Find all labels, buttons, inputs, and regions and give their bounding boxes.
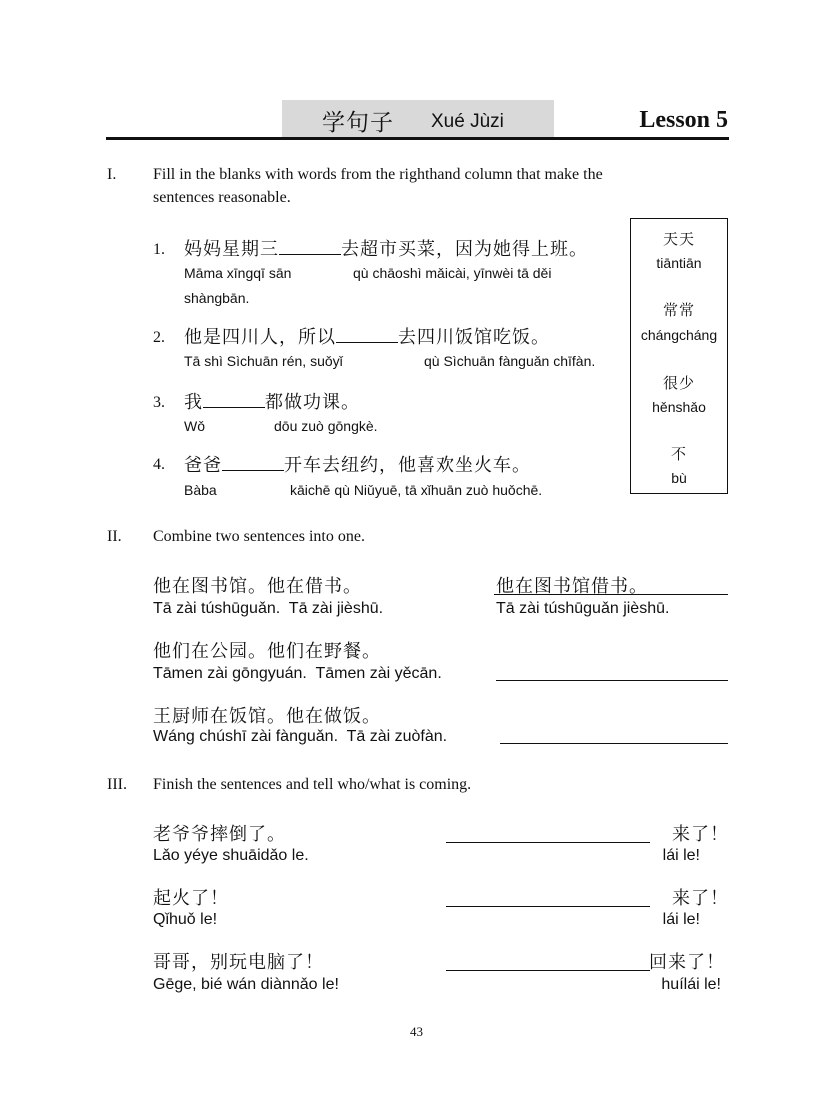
item-1-blank[interactable] [279, 253, 341, 255]
section-3-item-1-chinese: 老爷爷摔倒了。 [153, 824, 286, 845]
item-number: 2. [153, 329, 165, 346]
section-1-numeral: I. [107, 166, 117, 183]
section-3-item-3-pinyin: Gēge, bié wán diànnǎo le! [153, 976, 339, 993]
section-3-item-2-answer-line[interactable] [446, 906, 650, 907]
section-3-item-2-ending-pinyin: lái le! [662, 911, 700, 928]
item-3-cn-start: 我 [184, 392, 203, 413]
section-2-item-2-pinyin: Tāmen zài gōngyuán. Tāmen zài yěcān. [153, 665, 442, 682]
item-2-cn-start: 他是四川人，所以 [184, 327, 336, 348]
section-3-item-1-ending-chinese: 来了！ [672, 824, 729, 845]
item-4-cn-start: 爸爸 [184, 455, 222, 476]
word-bank-item-cn: 很少 [662, 374, 695, 392]
item-4-pinyin-start: Bàba [184, 482, 217, 498]
page-number: 43 [410, 1024, 423, 1039]
section-2-instruction: Combine two sentences into one. [153, 528, 365, 545]
word-bank-item-py: tiāntiān [656, 255, 702, 271]
section-2-item-1-pinyin: Tā zài túshūguǎn. Tā zài jièshū. [153, 600, 384, 617]
item-1-pinyin-start: Māma xīngqī sān [184, 265, 292, 281]
item-number: 1. [153, 241, 165, 258]
section-1-instruction-line1: Fill in the blanks with words from the righthand column that make the [153, 166, 603, 183]
section-3-numeral: III. [107, 776, 127, 793]
item-2-pinyin-end: qù Sìchuān fànguǎn chīfàn. [424, 353, 596, 369]
section-1-instruction-line2: sentences reasonable. [153, 189, 291, 206]
header-title-chinese: 学句子 [322, 110, 394, 136]
item-number: 4. [153, 456, 165, 473]
word-bank-item-cn: 常常 [662, 301, 695, 319]
section-3-item-2-ending-chinese: 来了！ [672, 888, 729, 909]
item-4-chinese [184, 451, 531, 477]
section-2-item-3-answer-line[interactable] [500, 743, 728, 744]
item-2-cn-end: 去四川饭馆吃饭。 [398, 327, 550, 348]
section-2-numeral: II. [107, 528, 122, 545]
item-2-pinyin-start: Tā shì Sìchuān rén, suǒyǐ [184, 353, 343, 369]
word-bank-item-cn: 天天 [662, 230, 695, 248]
item-number: 3. [153, 394, 165, 411]
section-2-example-answer-chinese: 他在图书馆借书。 [496, 576, 648, 597]
item-1-pinyin-cont: shàngbān. [184, 290, 250, 306]
section-2-item-3-pinyin: Wáng chúshī zài fànguǎn. Tā zài zuòfàn. [153, 728, 448, 745]
item-4-cn-end: 开车去纽约，他喜欢坐火车。 [284, 455, 531, 476]
section-2-example-answer-pinyin: Tā zài túshūguǎn jièshū. [496, 600, 670, 617]
section-3-item-3-chinese: 哥哥，别玩电脑了！ [153, 952, 324, 973]
header-title-pinyin: Xué Jùzi [431, 111, 504, 132]
section-3-item-3-answer-line[interactable] [446, 970, 650, 971]
section-3-item-2-chinese: 起火了！ [153, 888, 229, 909]
section-2-example-answer-line [494, 594, 728, 595]
item-1-pinyin-end: qù chāoshì mǎicài, yīnwèi tā děi [353, 265, 552, 281]
item-1-chinese [184, 235, 588, 261]
item-1-cn-end: 去超市买菜，因为她得上班。 [341, 239, 588, 260]
word-bank-item-py: hěnshǎo [652, 399, 706, 415]
section-3-item-1-pinyin: Lǎo yéye shuāidǎo le. [153, 847, 309, 864]
word-bank-item-py: chángcháng [640, 327, 718, 343]
item-3-blank[interactable] [203, 406, 265, 408]
section-2-item-1-chinese: 他在图书馆。他在借书。 [153, 576, 362, 597]
section-3-item-2-pinyin: Qǐhuǒ le! [153, 911, 218, 928]
section-2-item-2-answer-line[interactable] [496, 680, 728, 681]
item-3-cn-end: 都做功课。 [265, 392, 360, 413]
word-bank-item-cn: 不 [670, 445, 687, 463]
word-bank-item-py: bù [671, 470, 687, 486]
item-1-cn-start: 妈妈星期三 [184, 239, 279, 260]
item-3-chinese [184, 388, 360, 414]
section-3-instruction: Finish the sentences and tell who/what is coming. [153, 776, 472, 793]
item-3-pinyin-end: dōu zuò gōngkè. [274, 418, 378, 434]
header-rule [106, 137, 729, 140]
item-3-pinyin-start: Wǒ [184, 418, 205, 434]
section-3-item-1-ending-pinyin: lái le! [662, 847, 700, 864]
item-4-blank[interactable] [222, 469, 284, 471]
section-3-item-3-ending-chinese: 回来了！ [649, 952, 725, 973]
item-2-chinese [184, 323, 550, 349]
item-4-pinyin-end: kāichē qù Niǔyuē, tā xǐhuān zuò huǒchē. [290, 482, 543, 498]
item-2-blank[interactable] [336, 341, 398, 343]
word-bank-box [630, 218, 728, 494]
lesson-label: Lesson 5 [639, 107, 728, 133]
section-2-item-2-chinese: 他们在公园。他们在野餐。 [153, 641, 381, 662]
section-3-item-1-answer-line[interactable] [446, 842, 650, 843]
section-3-item-3-ending-pinyin: huílái le! [661, 976, 721, 993]
section-2-item-3-chinese: 王厨师在饭馆。他在做饭。 [153, 706, 381, 727]
